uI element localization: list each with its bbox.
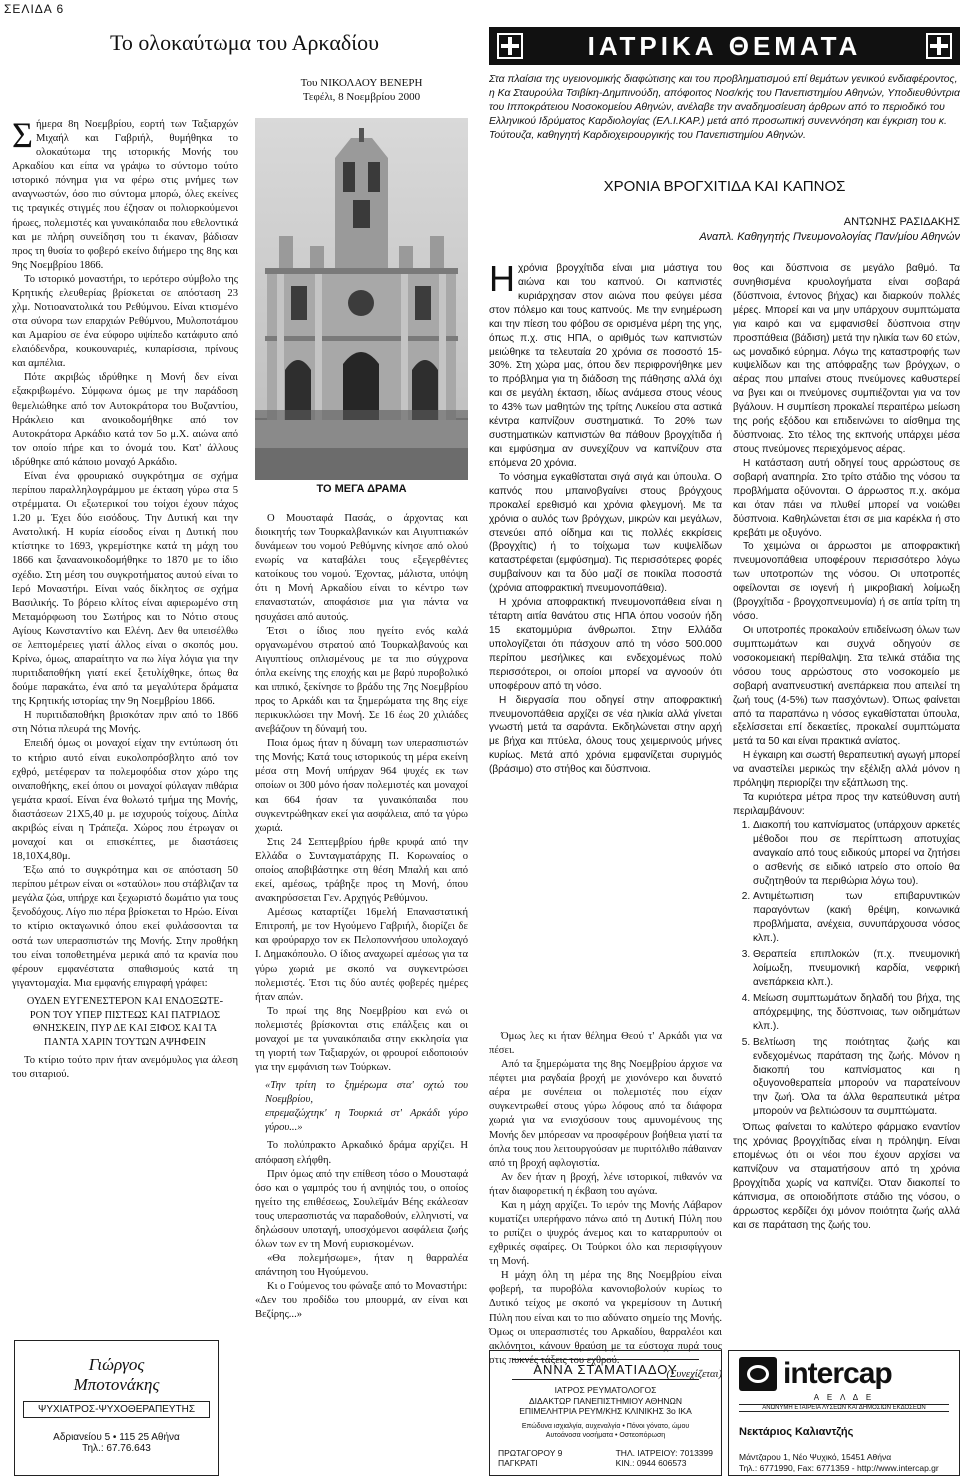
paragraph: Το νόσημα εγκαθίσταται σιγά σιγά και ύπουλα. Ο καπνός που μπαινοβγαίνει στους βρόγχους προκαλεί ερεθισμό και χρόνια φλεγμονή. Με τα χρόνια ο αυλός των βρόγχων, μικρών και μεγάλων, στενεύει από οίδημα και τις πολλές εκκρίσεις (βρογχίτις) ή το τοίχωμα των κυψελίδων καταστρέφεται (εμφύσημα). Τις περισσότερες φορές συμβαίνουν και τα δύο μαζί σε ποικίλα ποσοστά (χρόνια αποφρακτική πνευμονοπάθεια). <box>489 471 722 595</box>
paragraph: θος και δύσπνοια σε μεγάλο βαθμό. Τα συνηθισμένα κρυολογήματα είναι σοβαρά (δύσπνοια, έντονος βήχας) και διαρκούν πολλές μέρες. Μπορεί και να μην υπάρχουν συμπτώματα για καιρό και να εμφανισθεί δύσπνοια στην προσπάθεια (βάδιση) μετά την ηλικία των 60 ετών, ως μοναδικό εύρημα. Λόγω της καταστροφής των κυψελίδων και της απόφραξης των βρόγχων, ο αέρας που μπαίνει στους πνεύμονες καθυστερεί να βγει και οι πνεύμονες συμπιέζονται για να τον βγάλουν. Η συμπίεση προκαλεί περαιτέρω μείωση της ροής εξόδου και επιδεινώνει το αίσθημα της δύσπνοιας. Στο τέλος της εκπνοής υπάρχει μέσα στους πνεύμονες περιεχόμενος αέρας. <box>733 263 960 455</box>
paragraph: Το κτίριο τούτο πριν ήταν ανεμόμυλος για άλεση του σιταριού. <box>12 1054 238 1080</box>
brand-tagline: Α Ε Λ Δ Ε <box>813 1393 875 1402</box>
paragraph: «Θα πολεμήσωμε», ήταν η θαρραλέα απάντηση του Ηγούμενου. <box>255 1253 468 1279</box>
paragraph: Όπως φαίνεται το καλύτερο φάρμακο εναντίον της χρόνιας βρογχίτιδας είναι η πρόληψη. Είναι επομένως ότι οι νέοι που έχουν αρχίσει να καπνίζουν να σταματήσουν από τη χρόνια βρογχίτιδα χωρίς να καπνίζει. Όταν διακοπεί το κάπνισμα, σε οποιοδήποτε στάδιο της νόσου, ο άρρωστος κερδίζει όχι μόνον ποιότητα ζωής αλλά και σε παράταση της ζωής του. <box>733 1122 960 1231</box>
medical-article-title: ΧΡΟΝΙΑ ΒΡΟΓΧΙΤΙΔΑ ΚΑΙ ΚΑΠΝΟΣ <box>603 178 846 195</box>
paragraph: Αν δεν ήταν η βροχή, λένε ιστορικοί, πιθανόν να ήταν διαφορετική η έκβαση του αγώνα. <box>489 1171 722 1197</box>
paragraph: Από τα ξημερώματα της 8ης Νοεμβρίου άρχισε να πέφτει μια ραγδαία βροχή με χιονόνερο και δυνατό αέρα με συνέπεια οι πολεμιστές που είχαν συγκεντρωθεί στους γύρω λόφους από τα διάφορα χωριά για να ενισχύσουν τους αμυνομένους της Μονής δεν μπόρεσαν να προσφέρουν βοήθεια γιατί τα όπλα τους που λειτουργούσαν με πυριτόλιθο πάθαιναν από τη βροχή αφλογιστία. <box>489 1059 722 1169</box>
list-item: 2. Αντιμέτωπιση των επιβαρυντικών παραγόντων (κακή θρέψη, κοινωνικά προβλήματα, ανέχεια, συνυπάρχουσα νόσος κλπ.). <box>753 890 960 946</box>
monastery-photo-svg <box>255 118 468 480</box>
logo-mark-icon <box>739 1357 777 1391</box>
paragraph: «Δεν του προδίδω του μπουρμά, αν είναι και Βεζίρης...» <box>255 1295 468 1321</box>
section-header: ΙΑΤΡΙΚΑ ΘΕΜΑΤΑ <box>489 27 960 65</box>
paragraph: Όμως λες κι ήταν θέλημα Θεού τ' Αρκάδι για να πέσει. <box>489 1031 722 1057</box>
page-label: ΣΕΛΙΔΑ 6 <box>4 2 65 16</box>
medical-column-1 <box>489 258 722 777</box>
ad-profession: ΨΥΧΙΑΤΡΟΣ-ΨΥΧΟΘΕΡΑΠΕΥΤΗΣ <box>23 1401 210 1418</box>
list-item: 4. Μείωση συμπτωμάτων δηλαδή του βήχα, της απόχρεμψης, της δύσπνοιας, των οιδημάτων κλπ.). <box>753 992 960 1034</box>
intercap-logo <box>739 1357 949 1391</box>
paragraph: Η πυριτιδαποθήκη βρισκόταν πριν από το 1866 στη Νότια πλευρά της Μονής. <box>12 710 238 736</box>
ad-name-first: Γιώργος <box>88 1355 145 1374</box>
paragraph: Το πολύπρακτο Αρκαδικό δράμα αρχίζει. Η απόφαση ελήφθη. <box>255 1140 468 1166</box>
paragraph: Ο Μουσταφά Πασάς, ο άρχοντας και διοικητής των Τουρκαλβανικών και Αιγυπτιακών δυνάμεων του νομού Ρεθύμνης κίνησε από ολού ενωρίς να καταβάλει τους εξεγερθέντες κατοίκους του νομού. Έχοντας, μάλιστα, υπόψη ότι η Μονή Αρκαδίου είναι το κέντρο των επαναστατών, αποφάσισε μια για πάντα να ησυχάσει από αυτούς. <box>255 513 468 623</box>
byline <box>255 76 468 105</box>
paragraph: Αμέσως καταρτίζει 16μελή Επαναστατική Επιτροπή, με τον Ηγούμενο Γαβριήλ, διορίζει δε και φρούραρχο τον εκ Πελοποννήσου υπολοχαγό Ι. Δημακόπουλο. Ο ίδιος αναχωρεί αμέσως για τα γύρω χωριά με σκοπό να συγκεντρώσει πολεμιστές. Έτσι τις δύο αυτές φοβερές ημέρες ήταν απών. <box>255 907 468 1003</box>
paragraph: Έξω από το συγκρότημα και σε απόσταση 50 περίπου μέτρων είναι οι «σταύλοι» που στάβλιζαν τα μεγάλα ζώα, υπήρχε και ξεχωριστό δωμάτιο για τους ξενοδόχους. Λίγο πιο πέρα βρίσκεται το Ηρώο. Είναι το κτίριο οκταγωνικό όπου εκεί φυλάσσονται τα οστά των υπερασπιστών της Μονής. Στην προθήκη του είναι τοποθετημένα μερικά από τα κρανία που φέρουν εμφανέστατα σπαθισμούς κατά τη γιγαντομαχία. Μια εμφανής επιγραφή γράφει: <box>12 865 238 989</box>
paragraph: Πριν όμως από την επίθεση τόσο ο Μουσταφά όσο και ο γαμπρός του ή ανηψιός του, ο οποίος ηγείτο της επιθέσεως, Σουλεϊμάν Βέης εκάλεσαν τους υπερασπιστάς να παραδοθούν, ελληνιστί, να δηλώσουν υποταγή, υποσχόμενοι ασφάλεια ζωής όλων των εν τη Μονή ευρισκομένων. <box>255 1168 468 1250</box>
article-column-2 <box>255 512 468 1322</box>
paragraph: Η έγκαιρη και σωστή θεραπευτική αγωγή μπορεί να αναστείλει μερικώς την εξέλιξη αλλά μόνον η πρόληψη περιορίζει την εξάπλωση της. <box>733 750 960 790</box>
advertisement-rheumatologist <box>489 1350 722 1476</box>
brand-name: intercap <box>783 1357 892 1390</box>
company-address: Μάντζαρου 1, Νέο Ψυχικό, 15451 Αθήνα <box>739 1452 892 1462</box>
ad-phones: ΤΗΛ. ΙΑΤΡΕΙΟΥ: 7013399 ΚΙΝ.: 0944 606573 <box>615 1447 713 1469</box>
paragraph: Πότε ακριβώς ιδρύθηκε η Μονή δεν είναι εξακριβωμένο. Σύμφωνα όμως με την παράδοση θεμελιώθηκε από τον Αυτοκράτορα του Βυζαντίου, Ηράκλειο και ανοικοδομήθηκε από τον Αυτοκράτορα Αρκάδιο κατά τον 5ο μ.Χ. αιώνα από τον οποίο πήρε και το όνομά του. Κατ' άλλους ιδρύθηκε από κάποιο μοναχό Αρκάδιο. <box>12 372 238 468</box>
ad-specialties: Επώδυνα ισχιαλγία, αυχεναλγία • Πόνοι γόνατο, ώμου Αυτοάνοσα νοσήματα • Οστεοπόρωση <box>521 1422 690 1439</box>
paragraph: Το πρωί της 8ης Νοεμβρίου και ενώ οι πολεμιστές βρίσκονται στις επάλξεις και οι μοναχοί με τα γυναικόπαιδα στην εκκλησία για τη γιορτή των Ταξιαρχών, οι φρουροί ειδοποιούν για την εμφάνιση των Τούρκων. <box>255 1005 468 1074</box>
paragraph: Οι υποτροπές προκαλούν επιδείνωση όλων των συμπτωμάτων και συχνά οδηγούν σε νοσοκομειακή περίθαλψη. Στα τελικά στάδια της νόσου τους αρρώστους στο νοσοκομείο με σοβαρή αναπνευστική ανεπάρκεια που απειλεί τη ζωή τους (4-5%) των πασχόντων). Όπως φαίνεται από τα παραπάνω η νόσος εγκαθίσταται ύπουλα, εξελίσσεται επί δεκαετίες, προκαλεί συμπτώματα μετά τα 50 και είναι πρακτικά ανίατος. <box>733 624 960 748</box>
section-intro: Στα πλαίσια της υγειονομικής διαφώτισης και του προβληματισμού επί θεμάτων γενικού ενδιαφέροντος, η Κα Σταυρούλα Τσιβίκη-Δημπινούδη, απόφοιτος Νοσ/κής του Πανεπιστημίου Αθηνών, Υποδιευθύντρια του Ιπποκράτειου Νοσοκομείου Αθηνών, ανέλαβε την αναδημοσίευση άρθρων από το περιοδικό του Ελληνικού Ιδρύματος Καρδιολογίας (ΕΛ.Ι.ΚΑΡ.) μετά από προσωπική συνεννόηση και έγκριση του κ. Τούτουζα, καθηγητή Καρδιοχειρουργικής του Πανεπιστημίου Αθηνών. <box>489 74 960 142</box>
paragraph: Ποια όμως ήταν η δύναμη των υπερασπιστών της Μονής; Κατά τους ιστορικούς τη μέρα εκείνη μέσα στη Μονή υπήρχαν 964 ψυχές εκ των οποίων οι 300 μόνο ήσαν πολεμιστές και μοναχοί και 664 ήσαν τα γυναικόπαιδα που συγκεντρώθηκαν εκεί για ασφάλεια, από τα γύρω χωριά. <box>255 738 468 834</box>
paragraph: Επειδή όμως οι μοναχοί είχαν την εντύπωση ότι το κτήριο αυτό είναι ευκολοπρόσβλητο από τον εχθρό, μετέφεραν τα πολεμοφόδια στον χώρο της οιναποθήκης, εκεί όπου οι μοναχοί φύλαγαν πιθάρια γεμάτα κρασί. Είναι ένα θολωτό τμήμα της Μονής, διαστάσεων 21Χ5,40 μ. με ισχυρούς τοίχους. Δίπλα ακριβώς είναι η Τράπεζα. Χώρος που έτρωγαν οι μοναχοί και οι επισκέπτες, με διαστάσεις 18,10Χ4,80μ. <box>12 738 238 863</box>
first-paragraph: Ηχρόνια βρογχίτιδα είναι μια μάστιγα του αιώνα και του καπνού. Οι καπνιστές κυριάρχησαν στον αιώνα που φεύγει μέσα στον πόλεμο και τους καπνούς. Με την ενημέρωση και την πίεση του φόβου σε ορισμένα μέρη της γης, όπως π.χ. στις ΗΠΑ, ο αριθμός των καπνιστών μειώθηκε τα τελευταία 20 χρόνια σε ποσοστό 15-30%. Στη χώρα μας, όπου δεν περιφρονήθηκε μεν το πρόβλημα για τη διάδοση της πάθησης αλλά όχι και σε μεγάλη έκταση, ιδίως ανάμεσα στους νέους το 43% των μαθητών της τρίτης Λυκείου στα αστικά κέντρα καπνίζουν συστηματικά. Το 20% των συστηματικών καπνιστών θα πάθουν βρογχίτιδα ή και εμφύσημα αν συνεχίζουν να καπνίζουν στα επόμενα 20 χρόνια. <box>489 258 722 469</box>
measures-list <box>733 819 960 1119</box>
ad-phone: Τηλ.: 67.76.643 <box>82 1443 151 1454</box>
paragraph: Έτσι ο ίδιος που ηγείτο ενός καλά οργανωμένου στρατού από Τουρκαλβανούς και Αιγυπτίους οπλισμένους με τα πιο σύγχρονα όπλα εκείνης της εποχής και με βαρύ πυροβολικό και ιππικό, ξεκίνησε το βράδυ της 7ης Νοεμβρίου προς το Αρκάδι και τα ξημερώματα της 8ης είχε περικυκλώσει την Μονή. Σε 16 έως 20 χιλιάδες ανεβάζουν τη δύναμή του. <box>255 625 468 736</box>
dropcap: Η <box>489 258 515 299</box>
advertisement-intercap <box>728 1350 960 1476</box>
list-item: 3. Θεραπεία επιπλοκών (π.χ. πνευμονική λοίμωξη, πνευμονική καρδία, νεφρική ανεπάρκεια κλπ.). <box>753 948 960 990</box>
medical-cross-icon <box>497 33 523 59</box>
ad-name-last: Μποτονάκης <box>73 1375 160 1394</box>
brand-subline: ΑΝΩΝΥΜΗ ΕΤΑΙΡΕΙΑ ΛΥΣΕΩΝ ΚΑΙ ΔΗΜΟΣΙΩΝ ΕΚΔΟΣΕΩΝ <box>739 1404 949 1412</box>
paragraph: Η κατάσταση αυτή οδηγεί τους αρρώστους σε σοβαρή αναπηρία. Στο τρίτο στάδιο της νόσου τα προβλήματα οξύνονται. Ο άρρωστος π.χ. ακόμα και όταν πάει να πλυθεί μπορεί να νοιώθει δύσπνοια. Καθηλώνεται έτσι σε μια καρέκλα ή στο κρεβάτι με οξυγόνο. <box>733 457 960 539</box>
byline-author: Του ΝΙΚΟΛΑΟΥ ΒΕΝΕΡΗ <box>300 77 423 89</box>
list-item: 5. Βελτίωση της ποιότητας ζωής και ενδεχομένως παράταση της ζωής. Μόνον η διακοπή του καπνίσματος και η οξυγονοθεραπεία μπορούν να παρατείνουν την ζωή. Όλα τα άλλα θεραπευτικά μέτρα μπορούν να βελτιώσουν τα συμπτώματα. <box>753 1036 960 1120</box>
ad-credentials: ΙΑΤΡΟΣ ΡΕΥΜΑΤΟΛΟΓΟΣ ΔΙΔΑΚΤΩΡ ΠΑΝΕΠΙΣΤΗΜΙΟΥ ΑΘΗΝΩΝ ΕΠΙΜΕΛΗΤΡΙΑ ΡΕΥΜ/ΚΗΣ ΚΛΙΝΙΚΗΣ 3ο ΙΚΑ <box>519 1385 692 1417</box>
byline-date: Τεφέλι, 8 Νοεμβρίου 2000 <box>302 91 421 104</box>
paragraph: Τα κυριότερα μέτρα προς την κατεύθυνση αυτή περιλαμβάνουν: <box>733 792 960 817</box>
advertisement-psychiatrist <box>14 1340 219 1476</box>
article-column-1 <box>12 115 238 1082</box>
company-contact: Τηλ.: 6771990, Fax: 6771359 - http://www.intercap.gr <box>739 1463 939 1473</box>
list-item: 1. Διακοπή του καπνίσματος (υπάρχουν αρκετές μέθοδοι που σε περίπτωση αποτυχίας αναγκαίο από τους ειδικούς μπορεί να ζητήσει ο ασθενής σε ειδικό ιατρείο στο οποίο θα συζητηθούν τα περιθώρια λόγω του). <box>753 819 960 889</box>
medical-article-author: ΑΝΤΩΝΗΣ ΡΑΣΙΔΑΚΗΣ Αναπλ. Καθηγητής Πνευμονολογίας Παν/μίου Αθηνών <box>699 216 960 243</box>
contact-person: Νεκτάριος Καλιαντζής <box>739 1426 854 1438</box>
ad-doctor-name: ΑΝΝΑ ΣΤΑΜΑΤΙΑΔΟΥ <box>512 1359 699 1380</box>
paragraph: Η χρόνια αποφρακτική πνευμονοπάθεια είναι η τέταρτη αιτία θανάτου στις ΗΠΑ όπου νοσούν ήδη 15 εκατομμύρια άνθρωποι. Στην Ελλάδα υπολογίζεται ότι πάσχουν από τη νόσο 500.000 περίπου μεσήλικες και ενδεχομένως πολύ περισσότεροι, οι οποίοι μπορεί να αγνοούν ότι υποφέρουν από τη νόσο. <box>489 597 722 692</box>
paragraph: Το ιστορικό μοναστήρι, το ιερότερο σύμβολο της Κρητικής ελευθερίας βρίσκεται σε απόσταση 23 χλμ. Νοτιοανατολικά του Ρεθύμνου. Είναι κτισμένο στα σύνορα των επαρχιών Ρεθύμνου, Μυλοποτάμου και Αμαρίου σε ένα εύφορο υψίπεδο κατάφυτο από ελαιόδενδρα, κουκουναριές, κυπαρίσσια, πρίνους και αμπέλια. <box>12 273 238 370</box>
medical-cross-icon <box>926 33 952 59</box>
paragraph: Το χειμώνα οι άρρωστοι με αποφρακτική πνευμονοπάθεια υποφέρουν περισσότερο λόγω των υποτροπών της νόσου. Οι υποτροπές οφείλονται σε ιογενή ή μικροβιακή λοίμωξη (βρογχίτιδα - βρογχοπνευμονία) ή σε αιτία τρίτη τη νόσο. <box>733 541 960 623</box>
paragraph: Κι ο Γούμενος του φώναξε από το Μοναστήρι: <box>267 1281 468 1293</box>
paragraph: Η διεργασία που οδηγεί στην αποφρακτική πνευμονοπάθεια αρχίζει σε νέα ηλικία αλλά γίνεται γνωστή μετά τα σαράντα. Εκδηλώνεται στην αρχή με βήχα και πτύελα, όλους τους χειμερινούς μήνες κυρίως. Μετά από χρόνια εμφανίζεται συριγμός (βράσιμο) στο στήθος και δύσπνοια. <box>489 694 722 776</box>
dropcap: Σ <box>12 115 33 155</box>
medical-column-2 <box>733 262 960 1233</box>
first-paragraph: Σήμερα 8η Νοεμβρίου, εορτή των Ταξιαρχών Μιχαήλ και Γαβριήλ, θυμήθηκα το ολοκαύτωμα της ιστορικής Μονής του Αρκαδίου και είπα να γράψω το σύντομο τούτο ιστορικό πόνημα για να φέρω στις μνήμες των αναγνωστών, όσο πιο σύντομα μπορώ, όλες εκείνες τις τραγικές στιγμές που έζησαν οι πολιορκούμενοι ήρωες, πολεμιστές και γυναικόπαιδα που εθελοντικά και με πλήρη συνείδηση του τι έκαναν, βάδισαν προς τη θυσία το φοβερό εκείνο διήμερο της 8ης και 9ης Νοεμβρίου 1866. <box>12 115 238 271</box>
photo-caption: ΤΟ ΜΕΓΑ ΔΡΑΜΑ <box>316 483 407 495</box>
ad-address: ΠΡΩΤΑΓΟΡΟΥ 9 ΠΑΓΚΡΑΤΙ <box>498 1447 563 1469</box>
poem: «Την τρίτη το ξημέρωμα στα' οχτώ του Νοεμβρίου, επρεμαζώχτηκ' η Τουρκιά στ' Αρκάδι γύρο γύρου...» <box>265 1080 468 1134</box>
paragraph: Η μάχη όλη τη μέρα της 8ης Νοεμβρίου είναι φοβερή, τα πυροβόλα κανονιοβολούν κυρίως το Δυτικό τείχος με σκοπό να γκρεμίσουν τη Δυτική Πύλη που είναι και το πιο αδύνατο σημείο της Μονής. Όμως οι υπερασπιστές του Αρκαδίου, θαρραλέοι και ακλόνητοι, κάνουν θραύση με τα εύστοχα πυρά τους στις πυκνές τάξεις του εχθρού. <box>489 1270 722 1366</box>
paragraph: Στις 24 Σεπτεμβρίου ήρθε κρυφά από την Ελλάδα ο Συνταγματάρχης Π. Κορωναίος ο οποίος αποβιβάστηκε στη θέση Μπαλή και από εκεί, αμέσως, τράβηξε προς τη Μονή, όπου ανακηρύσσεται Γεν. Αρχηγός Ρεθύμνου. <box>255 836 468 905</box>
article-title: Το ολοκαύτωμα του Αρκαδίου <box>110 30 380 55</box>
continued-note: (Συνεχίζεται) <box>666 1368 722 1380</box>
inscription: ΟΥΔΕΝ ΕΥΓΕΝΕΣΤΕΡΟΝ ΚΑΙ ΕΝΔΟΞΩΤΕ- ΡΟΝ ΤΟΥ ΥΠΕΡ ΠΙΣΤΕΩΣ ΚΑΙ ΠΑΤΡΙΔΟΣ ΘΝΗΣΚΕΙΝ, ΠΥΡ ΔΕ ΚΑΙ ΞΙΦΟΣ ΚΑΙ ΤΑ ΠΑΝΤΑ ΧΑΡΙΝ ΤΟΥΤΩΝ ΑΨΗΦΕΙΝ <box>26 995 224 1048</box>
paragraph: Είναι ένα φρουριακό συγκρότημα σε σχήμα περίπου παραλληλογράμμου με έκταση γύρω στα 5 στρέμματα. Οι εξωτερικοί του τοίχοι έχουν πάχος 1.20 μ. Έχει δύο εισόδους. Την Δυτική και την Ανατολική. Η κυρία είσοδος είναι η Δυτική που κτίστηκε το 1693, γκρεμίστηκε κατά τη μάχη του 1866 και ξαναανοικοδομήθηκε το 1870 με το ίδιο σχέδιο. Στη μέση του συγκροτήματος αυτού είναι το Ιερό Μοναστήρι. Είναι ναός δίκλητος σε σχήμα Βασιλικής. Το βόρειο κλίτος είναι αφιερωμένο στη Μεταμόρφωση του Σωτήρος και το Νότιο στους Αγίους Κωνσταντίνο και Ελένη. Δεν θα υπεισέλθω σε λεπτομέρειες γιατί άλλος είναι ο σκοπός μου. Κρίνω, όμως, απαραίτητο να πω λίγα λόγια για την πυριτιδαποθήκη γιατί εκεί ξετυλίχθηκε, όπως θα δούμε παρακάτω, ένα από τα μεγαλύτερα δράματα της Κρητικής ιστορίας την 9η Νοεμβρίου 1866. <box>12 470 238 708</box>
article-column-3 <box>489 1030 722 1382</box>
monastery-photo <box>255 118 468 480</box>
ad-address: Αδριανείου 5 • 115 25 Αθήνα <box>53 1432 180 1443</box>
paragraph: Και η μάχη αρχίζει. Το ιερόν της Μονής Λάβαρον κυματίζει υπερήφανο πάνω από τη Δυτική Πύλη που το ριπίζει ο ψυχρός άνεμος και το καταρρυπούν οι εχθρικές σφαίρες. Οι Τούρκοι όλο και περισφίγγουν τη Μονή. <box>489 1199 722 1268</box>
